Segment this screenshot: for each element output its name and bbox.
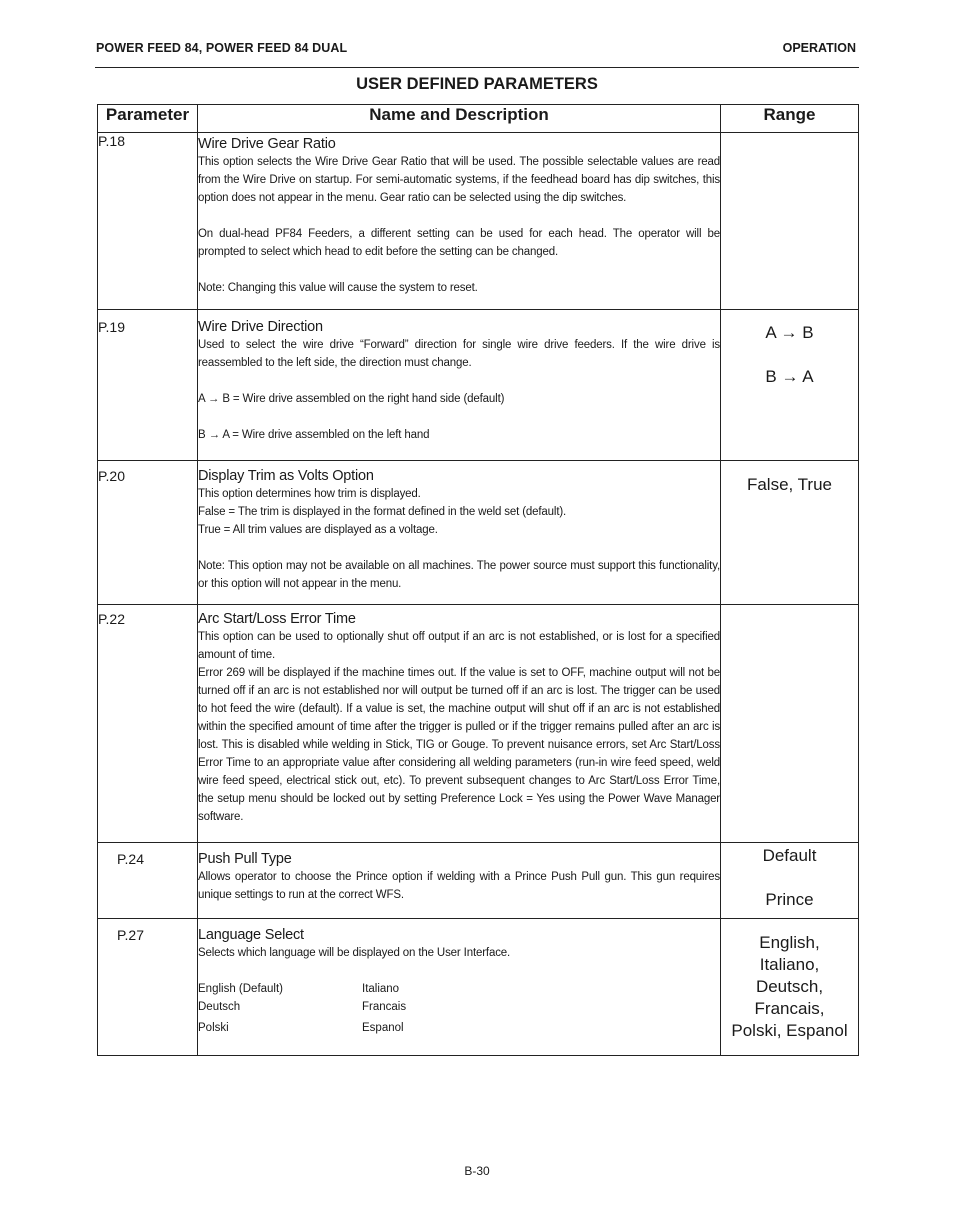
range-value: Default (762, 846, 817, 865)
parameter-code: P.24 (98, 843, 198, 919)
language-item: Italiano (362, 983, 400, 995)
parameter-description (198, 605, 721, 843)
column-header-range (721, 105, 859, 133)
range-value: False, True (746, 475, 833, 494)
range-value: Francais, (754, 999, 825, 1018)
description-paragraph: On dual-head PF84 Feeders, a different setting can be used for each head. The operator will be prompted to select which head to edit before the setting can be changed. (198, 228, 720, 258)
description-paragraph: This option can be used to optionally shut off output if an arc is not established, or is lost for a specified amount of time. (198, 631, 720, 661)
description-line: False = The trim is displayed in the format defined in the weld set (default). (198, 506, 567, 518)
description-line: This option determines how trim is displayed. (198, 488, 421, 500)
parameter-description (198, 919, 721, 1056)
language-item: English (Default) (198, 983, 284, 995)
description-paragraph: Used to select the wire drive “Forward” direction for single wire drive feeders. If the wire drive is reassembled to the left side, the direction must change. (198, 339, 720, 369)
parameter-name: Wire Drive Direction (198, 319, 323, 335)
table-row (98, 843, 859, 919)
parameter-range (721, 843, 859, 919)
parameter-description (198, 461, 721, 605)
parameter-range (721, 605, 859, 843)
language-list (198, 980, 720, 1037)
language-item: Francais (362, 1001, 407, 1013)
parameter-name: Language Select (198, 927, 304, 943)
table-header-row (98, 105, 859, 133)
table-row (98, 605, 859, 843)
description-line: True = All trim values are displayed as a voltage. (198, 524, 438, 536)
description-paragraph: Allows operator to choose the Prince option if welding with a Prince Push Pull gun. This gun requires unique settings to run at the correct WFS. (198, 871, 720, 901)
column-header-description: Name and Description (198, 105, 721, 133)
parameter-code: P.18 (98, 133, 198, 310)
parameter-range (721, 133, 859, 310)
parameter-description (198, 133, 721, 310)
language-item: Polski (198, 1022, 229, 1034)
parameter-range (721, 919, 859, 1056)
range-value: B → A (765, 367, 814, 386)
direction-option-ab: A → B = Wire drive assembled on the right hand side (default) (198, 393, 505, 405)
parameter-range (721, 461, 859, 605)
language-item: Deutsch (198, 1001, 241, 1013)
parameter-name: Push Pull Type (198, 851, 292, 867)
range-value: Prince (765, 890, 814, 909)
direction-option-ba: B → A = Wire drive assembled on the left hand (198, 429, 430, 441)
table-row (98, 461, 859, 605)
description-paragraph: Error 269 will be displayed if the machine times out. If the value is set to OFF, machine output will not be turned off if an arc is not established nor will output be turned off if an arc is lost. The trigger can be used to hot feed the wire (default). If a value is set, the machine output will shut off if an arc is not established within the specified amount of time after the trigger is pulled or if the trigger remains pulled after an arc is lost. This is disabled while welding in Stick, TIG or Gouge. To prevent nuisance errors, set Arc Start/Loss Error Time to an appropriate value after considering all welding parameters (run-in wire feed speed, weld wire feed speed, electrical stick out, etc). To prevent subsequent changes to Arc Start/Loss Error Time, the setup menu should be locked out by setting Preference Lock = Yes using the Power Wave Manager software. (198, 667, 720, 823)
header-divider (95, 67, 859, 68)
section-label: OPERATION (782, 41, 856, 55)
parameter-code: P.20 (98, 461, 198, 605)
description-note: Note: This option may not be available on all machines. The power source must support this functionality, or this option will not appear in the menu. (198, 560, 720, 590)
document-series-title: POWER FEED 84, POWER FEED 84 DUAL (96, 41, 348, 55)
range-value: Polski, Espanol (731, 1021, 848, 1040)
table-row (98, 133, 859, 310)
language-item: Espanol (362, 1022, 404, 1034)
parameter-code: P.19 (98, 310, 198, 461)
table-row (98, 310, 859, 461)
range-value: A → B (765, 323, 814, 342)
column-header-range-label: Range (763, 105, 816, 124)
range-value: English, (759, 933, 820, 952)
description-paragraph: Selects which language will be displayed on the User Interface. (198, 947, 511, 959)
parameter-description (198, 843, 721, 919)
range-value: Italiano, (759, 955, 820, 974)
parameters-table (97, 104, 859, 1056)
description-note: Note: Changing this value will cause the system to reset. (198, 282, 478, 294)
column-header-parameter: Parameter (98, 105, 198, 133)
parameter-description (198, 310, 721, 461)
parameter-range (721, 310, 859, 461)
page-title: USER DEFINED PARAMETERS (356, 75, 598, 93)
description-paragraph: This option selects the Wire Drive Gear Ratio that will be used. The possible selectable values are read from the Wire Drive on startup. For semi-automatic systems, if the feedhead board has dip switches, this option does not appear in the menu. Gear ratio can be selected using the dip switches. (198, 156, 720, 204)
parameter-name: Arc Start/Loss Error Time (198, 611, 356, 627)
range-value: Deutsch, (755, 977, 824, 996)
table-row (98, 919, 859, 1056)
parameter-code: P.22 (98, 605, 198, 843)
parameter-code: P.27 (98, 919, 198, 1056)
page-number: B-30 (464, 1164, 490, 1178)
parameter-name: Wire Drive Gear Ratio (198, 136, 336, 152)
parameter-name: Display Trim as Volts Option (198, 468, 374, 484)
